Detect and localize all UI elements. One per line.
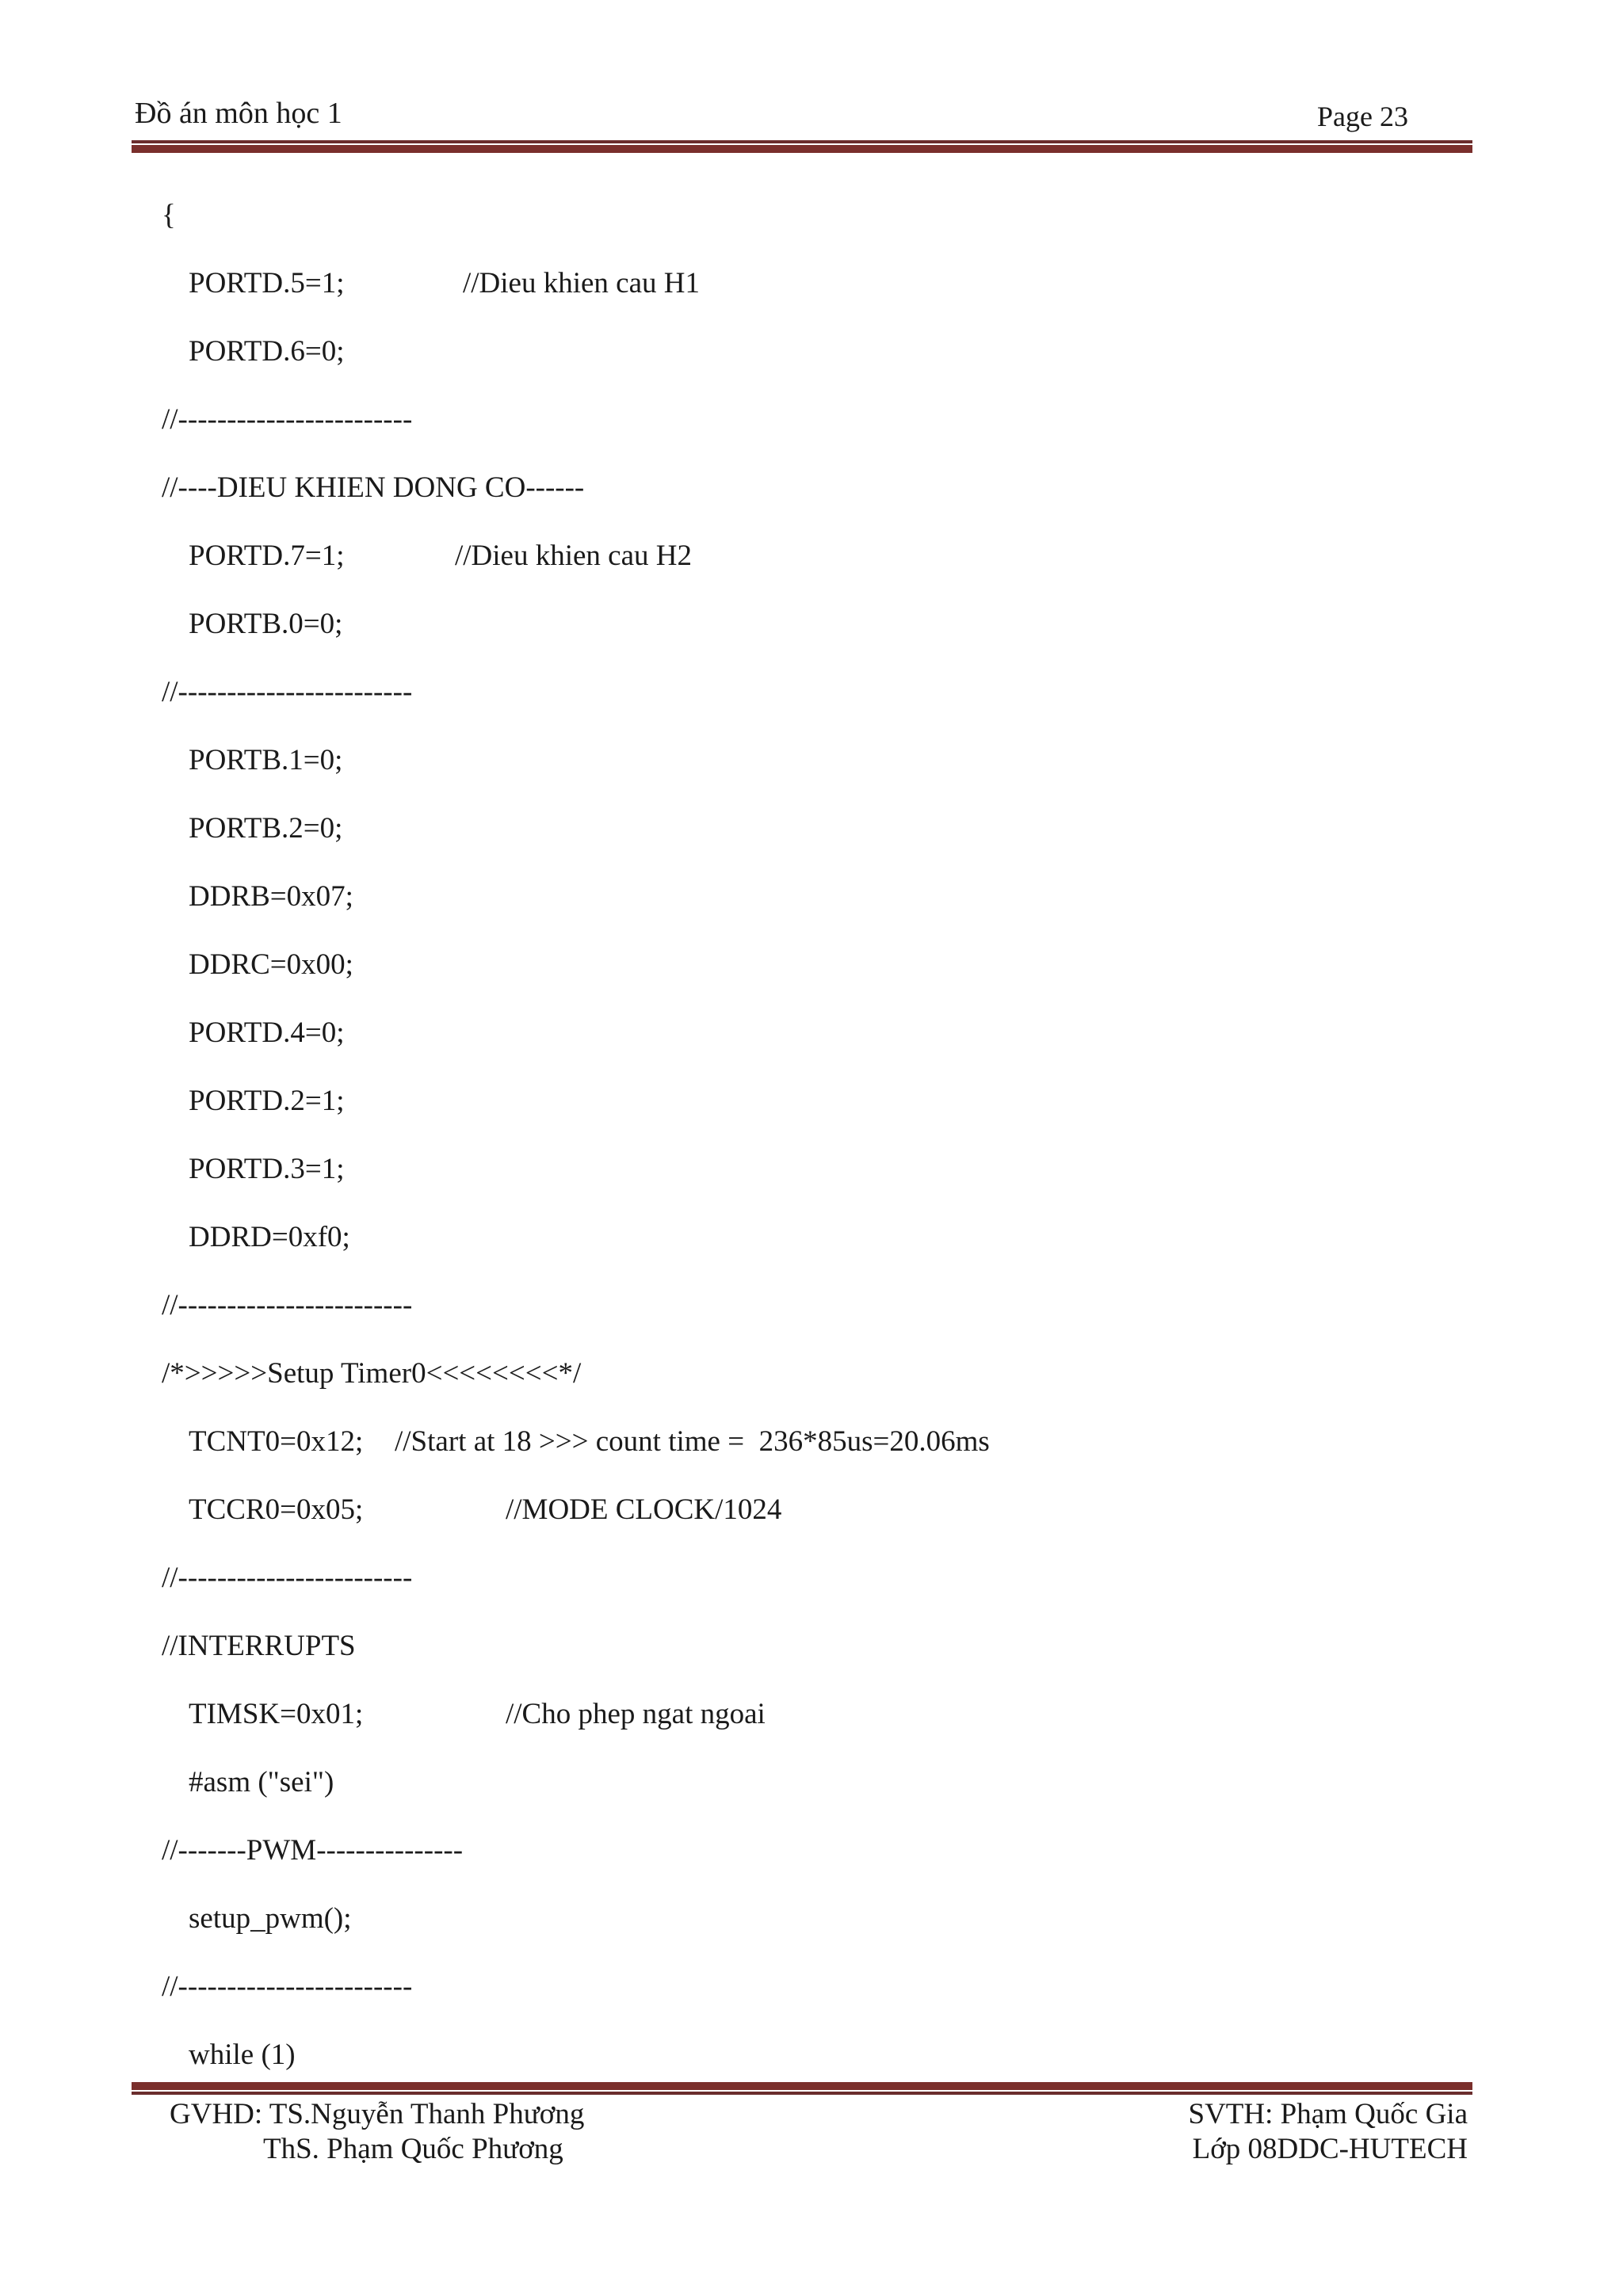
code-line: setup_pwm(); — [189, 1902, 352, 1935]
code-line: { — [162, 199, 176, 231]
code-line: PORTD.3=1; — [189, 1153, 345, 1185]
code-line: #asm ("sei") — [189, 1766, 334, 1798]
code-line: //------------------------ — [162, 1289, 413, 1322]
code-line: DDRD=0xf0; — [189, 1221, 350, 1253]
code-line: DDRB=0x07; — [189, 880, 353, 913]
code-line: PORTD.5=1; — [189, 267, 345, 299]
code-line: PORTB.2=0; — [189, 812, 343, 845]
code-line: PORTD.7=1; — [189, 540, 345, 572]
code-line: //INTERRUPTS — [162, 1630, 356, 1662]
code-comment: //Start at 18 >>> count time = 236*85us=20.06ms — [395, 1425, 990, 1458]
code-line: PORTD.4=0; — [189, 1016, 345, 1049]
code-line: DDRC=0x00; — [189, 948, 353, 981]
code-line: PORTB.0=0; — [189, 608, 343, 640]
code-line: //-------PWM--------------- — [162, 1834, 464, 1867]
code-line: //------------------------ — [162, 403, 413, 436]
footer-student-line2: Lớp 08DDC-HUTECH — [1192, 2133, 1468, 2165]
footer-rule-thick — [132, 2082, 1472, 2090]
code-comment: //Dieu khien cau H2 — [455, 540, 692, 572]
code-line: TCNT0=0x12; — [189, 1425, 364, 1458]
code-line: //----DIEU KHIEN DONG CO------ — [162, 471, 585, 504]
document-title: Đồ án môn học 1 — [135, 97, 342, 130]
footer-advisor-line2: ThS. Phạm Quốc Phương — [263, 2133, 563, 2165]
code-line: /*>>>>>Setup Timer0<<<<<<<<*/ — [162, 1357, 582, 1390]
code-comment: //Dieu khien cau H1 — [463, 267, 700, 299]
footer-rule-thin — [132, 2092, 1472, 2095]
code-line: PORTB.1=0; — [189, 744, 343, 776]
code-comment: //Cho phep ngat ngoai — [506, 1698, 766, 1730]
page-number: Page 23 — [1317, 101, 1408, 132]
code-line: while (1) — [189, 2039, 296, 2071]
footer-advisor-line1: GVHD: TS.Nguyễn Thanh Phương — [170, 2098, 585, 2130]
code-comment: //MODE CLOCK/1024 — [506, 1493, 782, 1526]
code-line: //------------------------ — [162, 1970, 413, 2003]
header-rule-thin — [132, 140, 1472, 143]
code-line: //------------------------ — [162, 676, 413, 708]
header-rule-thick — [132, 145, 1472, 153]
code-line: PORTD.2=1; — [189, 1085, 345, 1117]
code-line: TCCR0=0x05; — [189, 1493, 364, 1526]
footer-student-line1: SVTH: Phạm Quốc Gia — [1188, 2098, 1468, 2130]
code-line: TIMSK=0x01; — [189, 1698, 364, 1730]
code-line: //------------------------ — [162, 1562, 413, 1594]
code-line: PORTD.6=0; — [189, 335, 345, 368]
